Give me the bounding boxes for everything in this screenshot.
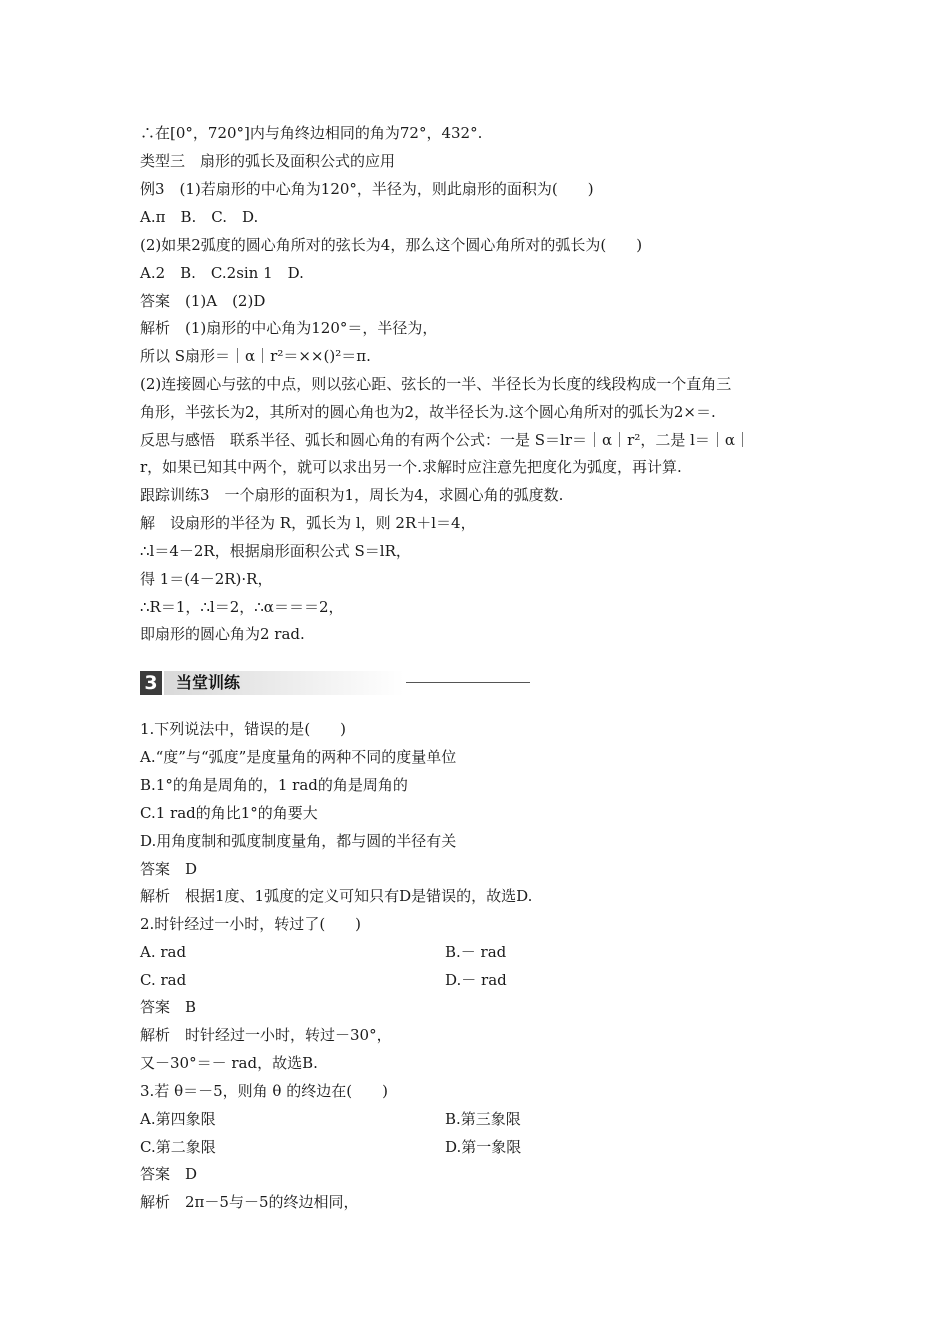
answer-line: 答案 D — [140, 860, 198, 878]
option-right: D.第一象限 — [445, 1138, 522, 1156]
option-left: A.第四象限 — [140, 1110, 216, 1128]
text-line: (2)连接圆心与弦的中点，则以弦心距、弦长的一半、半径长为长度的线段构成一个直角三 — [140, 375, 732, 393]
option-line: B.1°的角是周角的，1 rad的角是周角的 — [140, 776, 408, 794]
answer-line: 答案 D — [140, 1165, 198, 1183]
text-line: ∴在[0°，720°]内与角终边相同的角为72°，432°. — [140, 124, 483, 142]
option-left: A. rad — [140, 943, 187, 961]
text-line: 角形，半弦长为2，其所对的圆心角也为2，故半径长为.这个圆心角所对的弧长为2×＝. — [140, 403, 716, 421]
text-line: 所以 S扇形＝｜α｜r²＝××()²＝π. — [140, 347, 371, 365]
text-line: ∴R＝1，∴l＝2，∴α＝＝＝2， — [140, 598, 344, 616]
answer-line: 答案 (1)A (2)D — [140, 292, 266, 310]
section-header — [140, 671, 530, 697]
option-left: C. rad — [140, 971, 187, 989]
option-line: C.1 rad的角比1°的角要大 — [140, 804, 318, 822]
text-line: (2)如果2弧度的圆心角所对的弦长为4，那么这个圆心角所对的弧长为( ) — [140, 236, 643, 254]
text-line: 又－30°＝－ rad，故选B. — [140, 1054, 318, 1072]
option-line: A.“度”与“弧度”是度量角的两种不同的度量单位 — [140, 748, 457, 766]
section-rule — [406, 682, 530, 683]
text-line: 得 1＝(4－2R)·R， — [140, 570, 273, 588]
section-number: 3 — [140, 671, 162, 695]
option-line: D.用角度制和弧度制度量角，都与圆的半径有关 — [140, 832, 457, 850]
text-line: 例3 (1)若扇形的中心角为120°，半径为，则此扇形的面积为( ) — [140, 180, 594, 198]
text-line: ∴l＝4－2R，根据扇形面积公式 S＝lR， — [140, 542, 411, 560]
question-line: 1.下列说法中，错误的是( ) — [140, 720, 347, 738]
text-line: 类型三 扇形的弧长及面积公式的应用 — [140, 152, 396, 170]
analysis-line: 解析 2π－5与－5的终边相同， — [140, 1193, 359, 1211]
question-line: 2.时针经过一小时，转过了( ) — [140, 915, 362, 933]
text-line: 反思与感悟 联系半径、弧长和圆心角的有两个公式：一是 S＝lr＝｜α｜r²，二是 l＝｜α｜ — [140, 431, 751, 449]
question-line: 3.若 θ＝－5，则角 θ 的终边在( ) — [140, 1082, 388, 1100]
text-line: A.π B. C. D. — [140, 208, 259, 226]
analysis-line: 解析 (1)扇形的中心角为120°＝，半径为， — [140, 319, 438, 337]
text-line: A.2 B. C.2sin 1 D. — [140, 264, 304, 282]
section-title: 当堂训练 — [176, 673, 241, 692]
option-right: B.－ rad — [445, 943, 507, 961]
option-right: B.第三象限 — [445, 1110, 521, 1128]
analysis-line: 解析 时针经过一小时，转过－30°， — [140, 1026, 392, 1044]
text-line: 解 设扇形的半径为 R，弧长为 l，则 2R＋l＝4， — [140, 514, 476, 532]
text-line: 跟踪训练3 一个扇形的面积为1，周长为4，求圆心角的弧度数. — [140, 486, 564, 504]
analysis-line: 解析 根据1度、1弧度的定义可知只有D是错误的，故选D. — [140, 887, 533, 905]
text-line: 即扇形的圆心角为2 rad. — [140, 625, 305, 643]
answer-line: 答案 B — [140, 998, 197, 1016]
text-line: r，如果已知其中两个，就可以求出另一个.求解时应注意先把度化为弧度，再计算. — [140, 458, 682, 476]
option-left: C.第二象限 — [140, 1138, 216, 1156]
option-right: D.－ rad — [445, 971, 507, 989]
